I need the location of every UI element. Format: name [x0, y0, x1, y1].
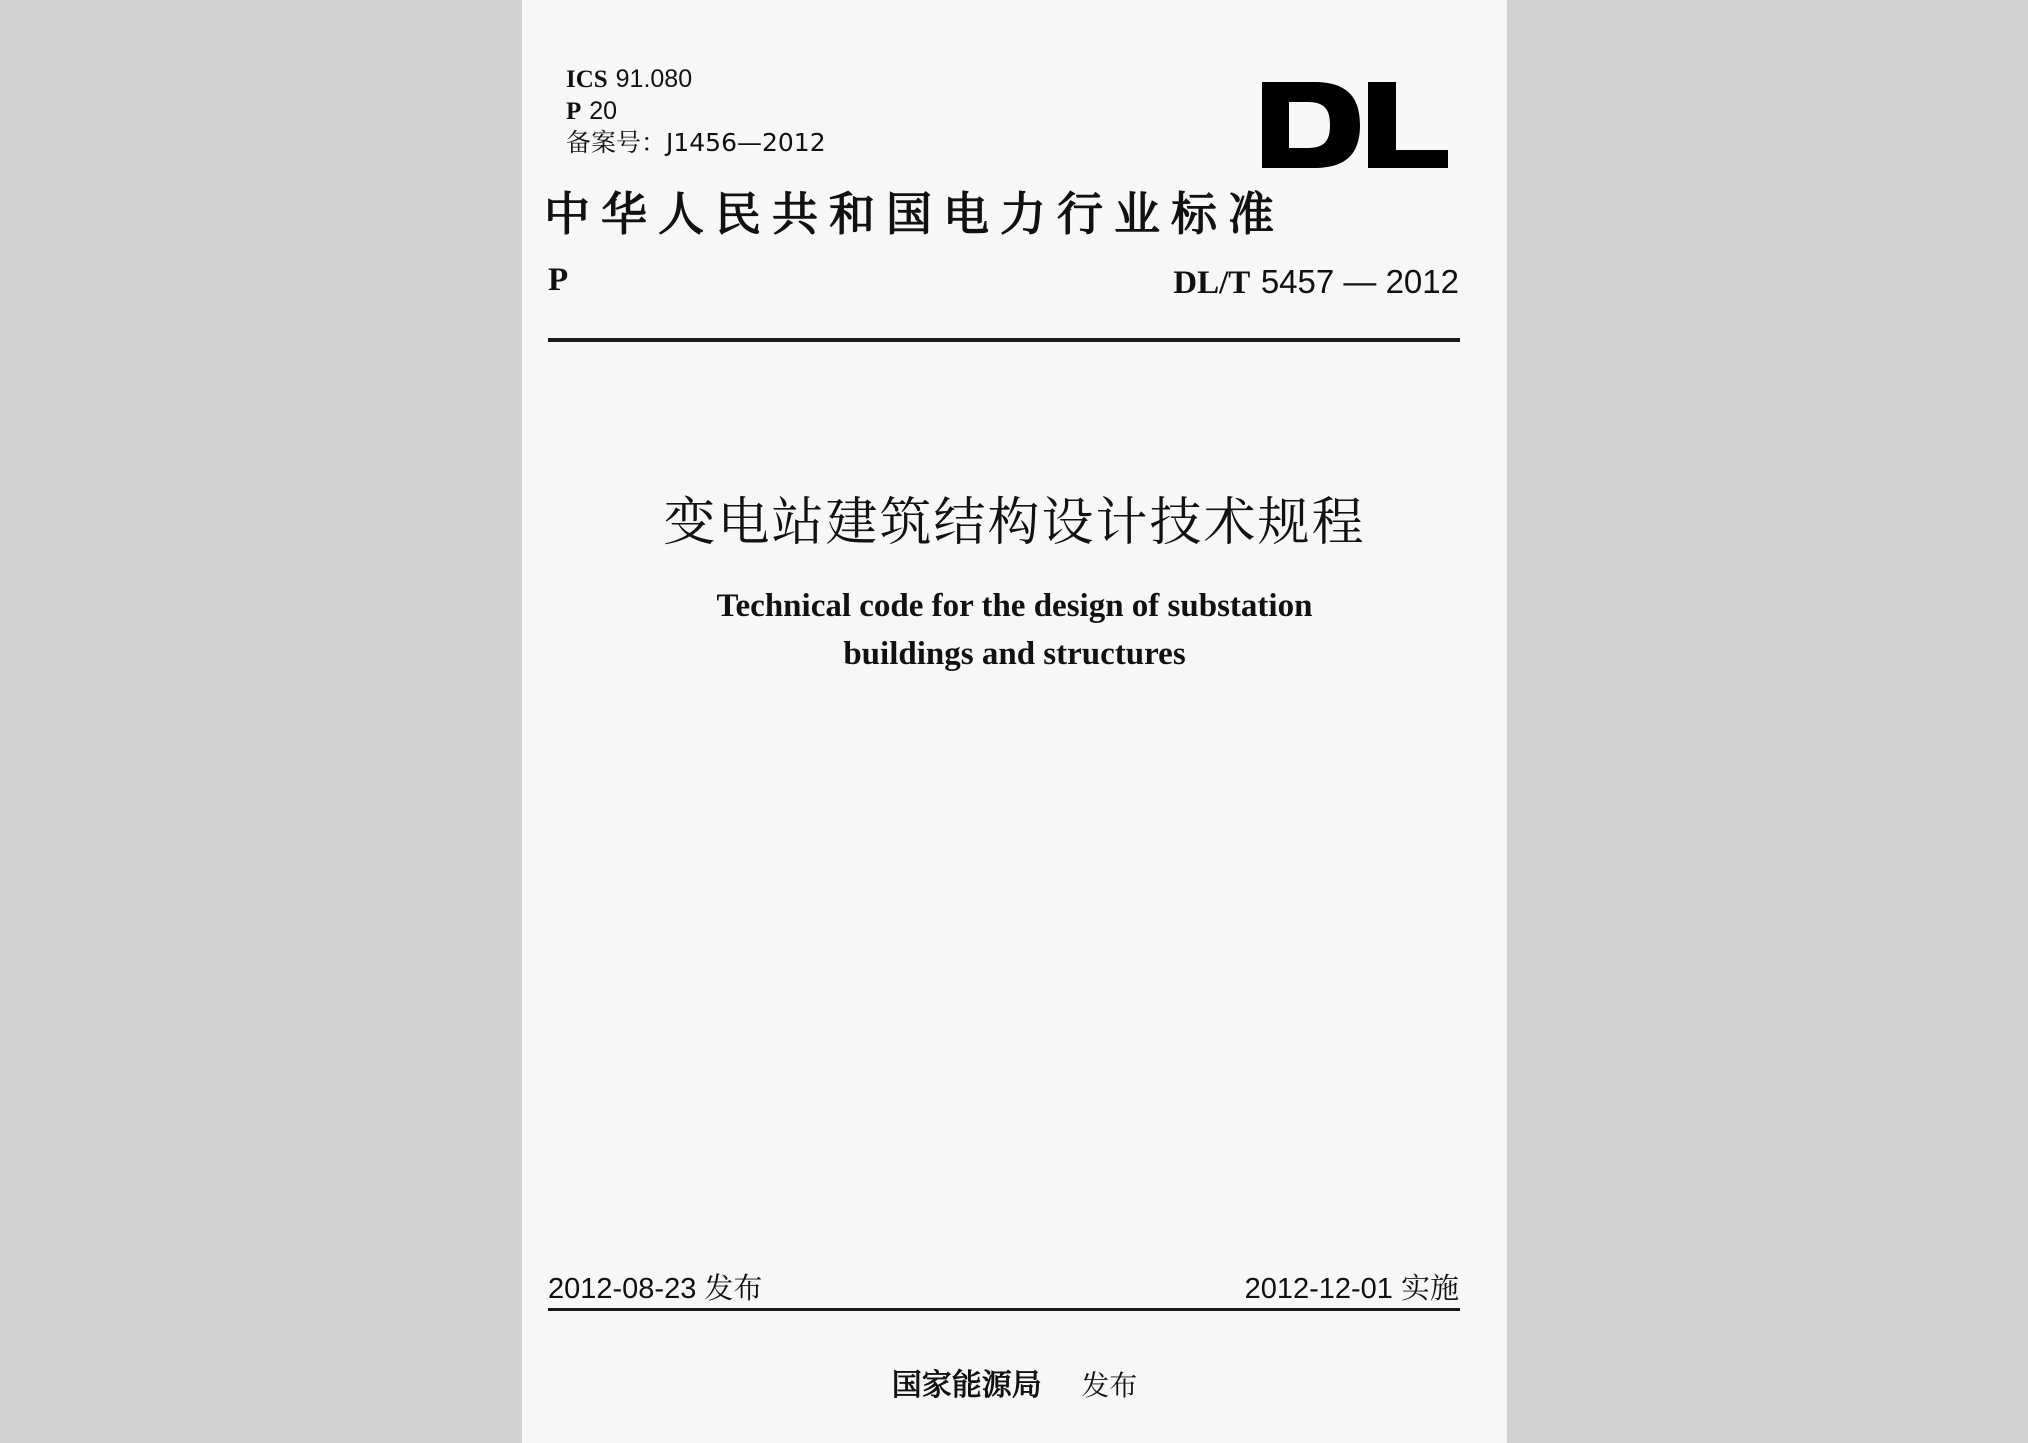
- classification-mark: P: [548, 262, 569, 298]
- code-prefix: DL/T: [1173, 265, 1251, 301]
- effective-date-value: 2012-12-01: [1244, 1273, 1393, 1305]
- ics-label: ICS: [566, 66, 608, 93]
- header-rule: [548, 338, 1460, 342]
- logo-letter-l: [1368, 82, 1448, 168]
- title-english-line1: Technical code for the design of substation: [716, 588, 1313, 624]
- code-number: 5457 — 2012: [1260, 263, 1459, 300]
- class-line: [566, 96, 617, 127]
- effective-date: [1245, 1266, 1459, 1307]
- ics-value: 91.080: [615, 65, 693, 93]
- footer-rule: [548, 1308, 1460, 1311]
- publisher-action: 发布: [1081, 1369, 1138, 1402]
- title-english: [522, 582, 1507, 678]
- publisher-organization: 国家能源局: [891, 1368, 1042, 1403]
- issue-date-label: 发布: [704, 1271, 763, 1305]
- publisher: [522, 1360, 1507, 1404]
- ics-line: [566, 64, 692, 95]
- standard-code: [1173, 262, 1459, 302]
- class-value: 20: [589, 97, 618, 125]
- class-label: P: [566, 98, 582, 125]
- logo-letter-d: [1262, 82, 1360, 168]
- filing-number: 备案号：J1456—2012: [566, 128, 826, 157]
- effective-date-label: 实施: [1400, 1271, 1459, 1305]
- industry-standard-title: 中华人民共和国电力行业标准: [544, 187, 1285, 241]
- document-cover: [522, 0, 1507, 1443]
- issue-date: [548, 1266, 762, 1307]
- issue-date-value: 2012-08-23: [548, 1273, 697, 1305]
- title-chinese: 变电站建筑结构设计技术规程: [663, 493, 1366, 553]
- title-english-line2: buildings and structures: [843, 636, 1186, 672]
- dl-logo: [1262, 82, 1448, 168]
